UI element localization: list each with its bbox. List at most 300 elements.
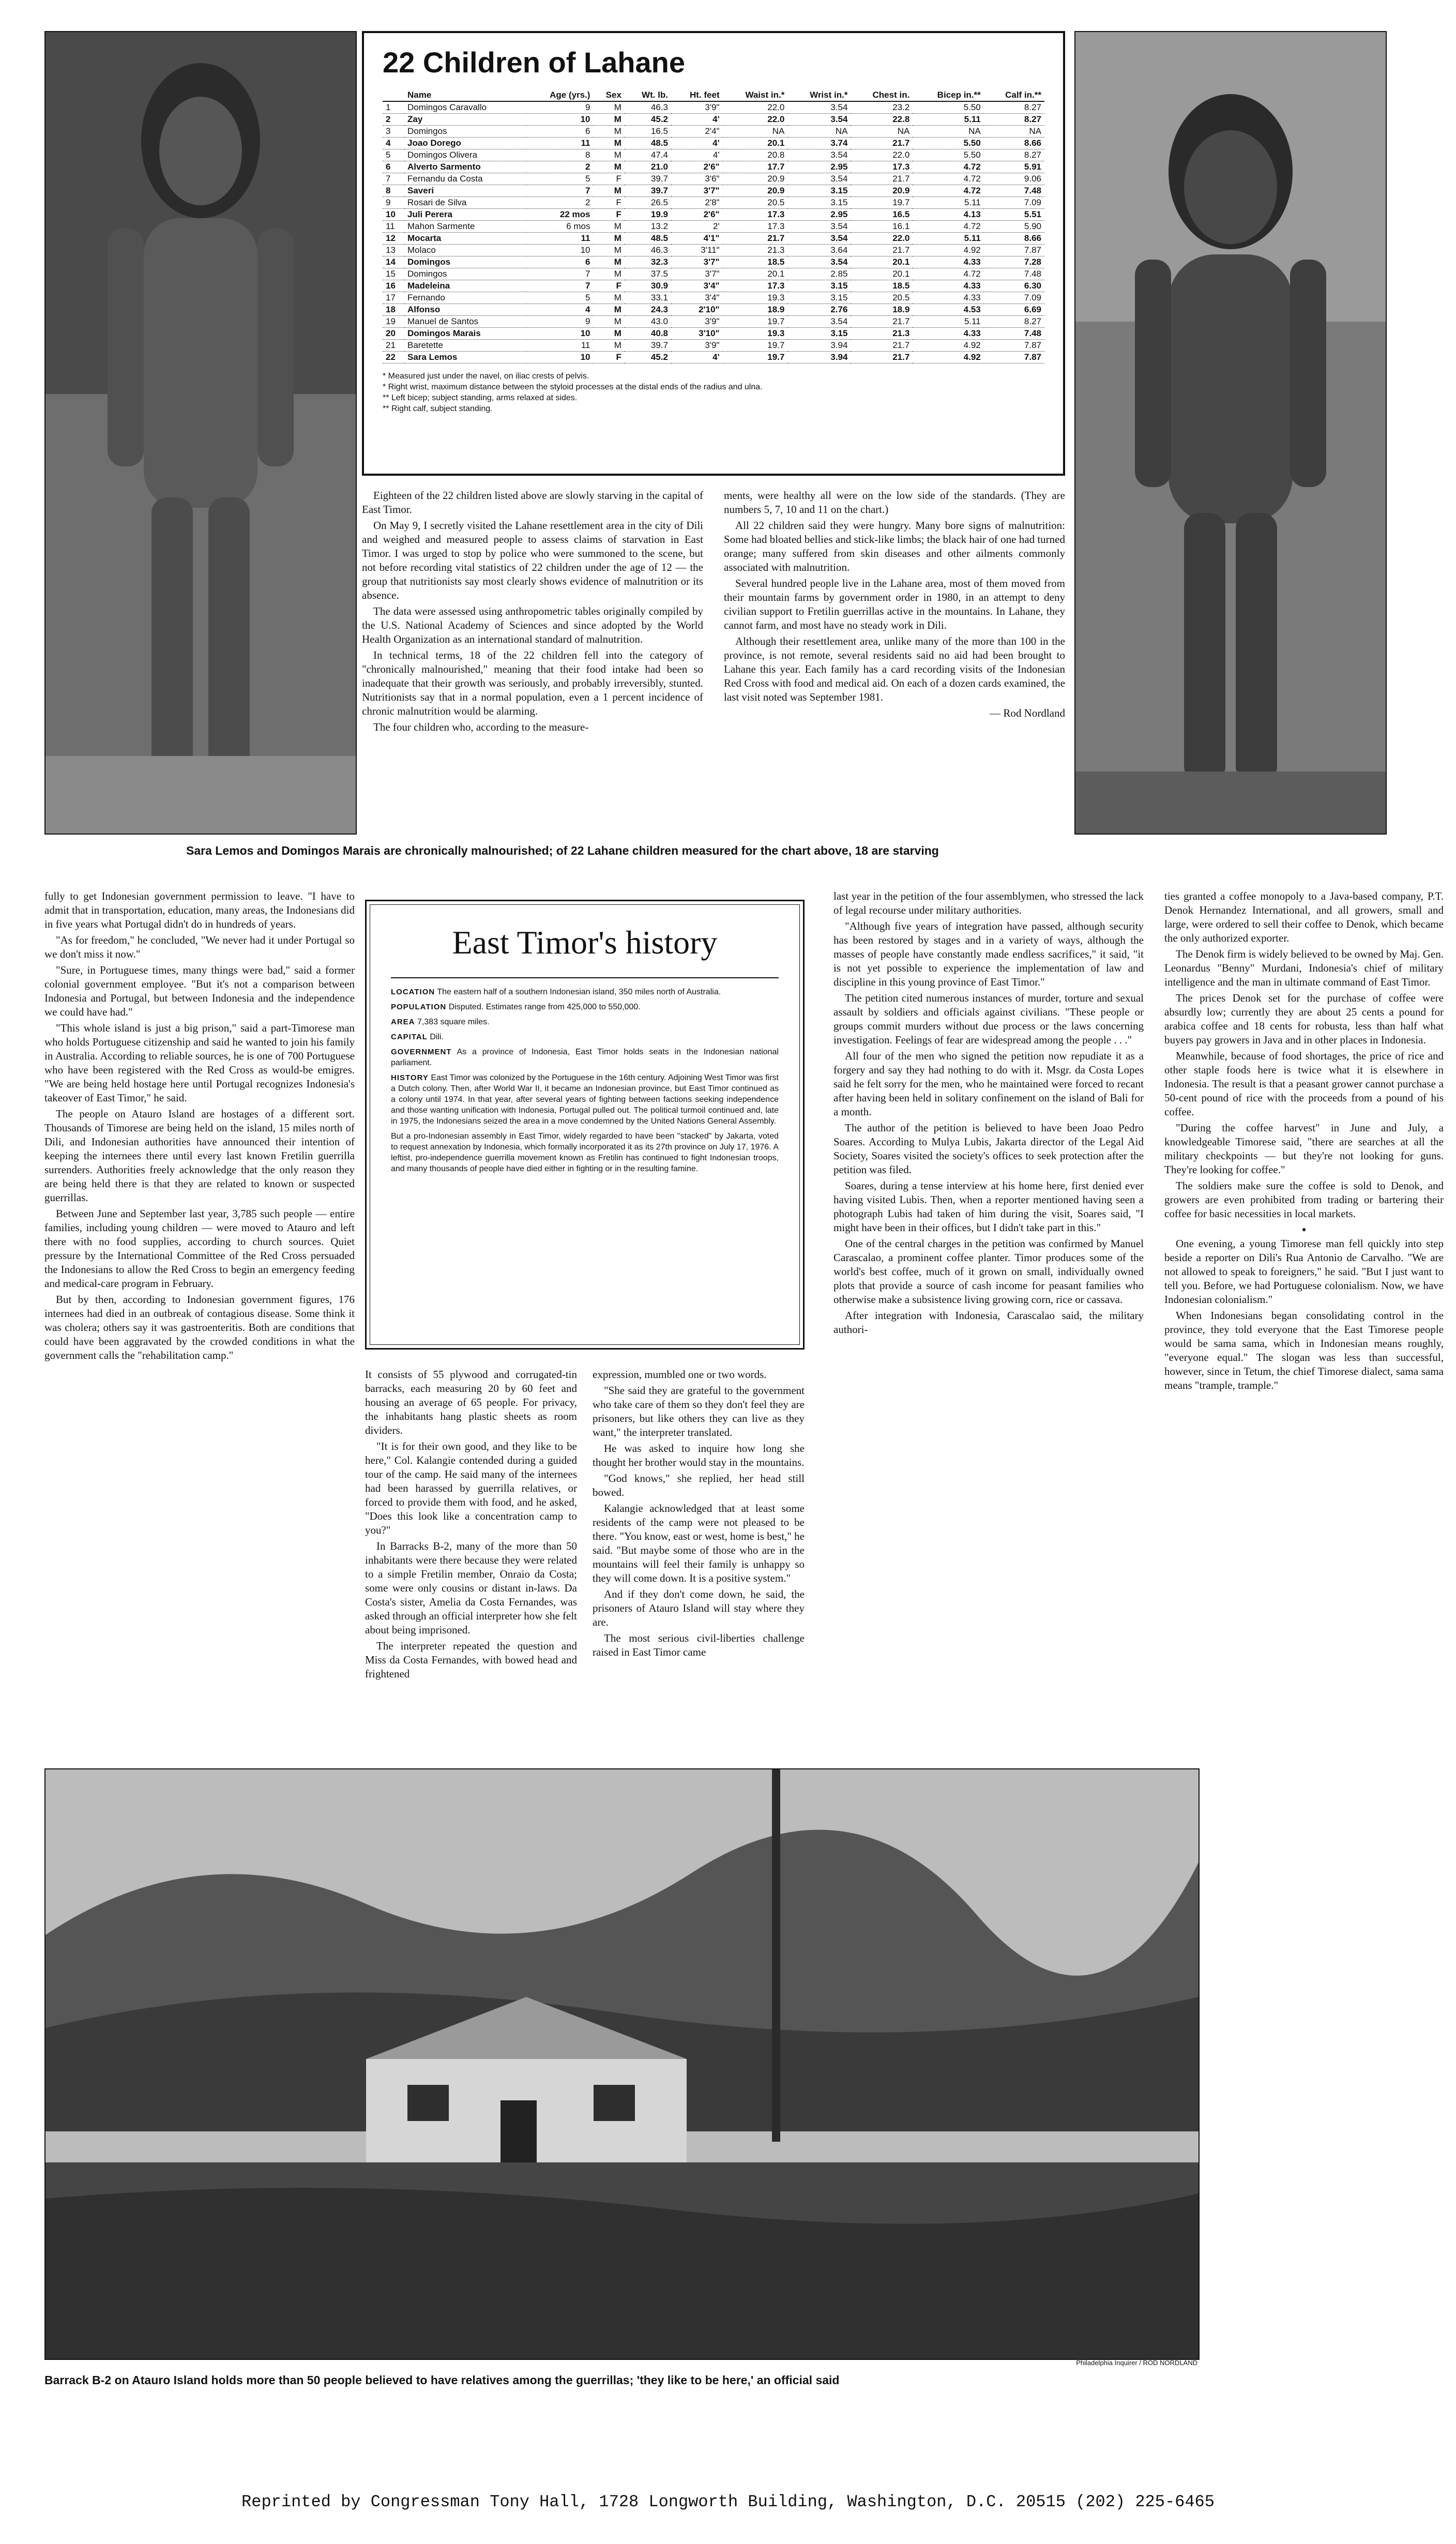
footnote: * Measured just under the navel, on iliac crests of pelvis. xyxy=(383,372,589,381)
table-cell: 7.48 xyxy=(984,185,1044,197)
table-cell: 3.15 xyxy=(787,185,851,197)
table-row xyxy=(383,161,1044,173)
paragraph: "Although five years of integration have passed, although security has been restored by stages and in a variety of ways, although the masses of people have constantly made endless sacrifices," it said, "it is not yet possible to experience the implementation of law and discipline in this young province of East Timor." xyxy=(833,920,1144,988)
east-timor-history-box xyxy=(365,900,805,1350)
table-cell: 7.87 xyxy=(1024,340,1041,350)
table-cell: 17.3 xyxy=(767,221,785,231)
table-cell: 5.50 xyxy=(963,102,981,112)
table-row xyxy=(383,221,1044,233)
table-cell: 16.5 xyxy=(650,126,669,136)
article-column-1 xyxy=(44,889,355,1365)
history-paragraph xyxy=(391,1002,779,1012)
table-cell: 5.90 xyxy=(1024,221,1041,231)
table-cell: M xyxy=(614,269,621,279)
table-cell: 19.9 xyxy=(625,209,671,221)
table-cell: 20.1 xyxy=(723,138,788,149)
table-cell: 30.9 xyxy=(625,280,671,292)
table-cell: M xyxy=(614,340,621,350)
photo-domingos-marais xyxy=(1074,31,1387,835)
paragraph: On May 9, I secretly visited the Lahane resettlement area in the city of Dili and weighed and measured people to assess claims of starvation in East Timor. I was urged to stop by police who were summoned to the scene, but not before recording vital statistics of 22 children under the age of 12 — the group that nutritionists say most clearly shows evidence of malnutrition or its absence. xyxy=(362,519,703,601)
caption-children-photos: Sara Lemos and Domingos Marais are chronically malnourished; of 22 Lahane children measured for the chart above, 18 are starving xyxy=(186,844,939,857)
table-row xyxy=(383,114,1044,126)
table-cell: 3'9" xyxy=(705,340,720,350)
table-cell: M xyxy=(614,126,621,136)
history-label: AREA xyxy=(391,1018,415,1026)
paragraph: "She said they are grateful to the government who take care of them so they don't feel they are prisoners, but like others they can live as they want," the interpreter translated. xyxy=(593,1384,805,1438)
table-cell: 4'1" xyxy=(671,233,723,245)
paragraph: Soares, during a tense interview at his home here, first denied ever having visited Lubis. Then, when a reporter mentioned having seen a photograph Lubis had taken of him during the visit, Soares said, "I might have been in their offices, but I didn't take part in this." xyxy=(833,1179,1144,1234)
table-cell: 5.50 xyxy=(913,138,983,149)
chart-box xyxy=(362,31,1065,476)
table-cell: 3.54 xyxy=(830,221,848,231)
table-cell: 4.72 xyxy=(913,185,983,197)
paragraph: Between June and September last year, 3,785 such people — entire families, including young children — were moved to Atauro and left there with no food supplies, according to church sources. Quiet pressure by the International Committee of the Red Cross persuaded the Indonesians to allow the Red Cross to begin an emergency feeding and medical-care program in February. xyxy=(44,1207,355,1290)
table-cell: 3.15 xyxy=(787,328,851,340)
column-header: Sex xyxy=(593,89,624,101)
table-cell: 18.9 xyxy=(723,304,788,316)
table-cell: 43.0 xyxy=(650,316,669,326)
table-cell: 2 xyxy=(585,198,590,207)
table-cell: 4.92 xyxy=(963,340,981,350)
table-cell: 19.7 xyxy=(767,340,785,350)
paragraph: last year in the petition of the four assemblymen, who stressed the lack of legal recourse under military authorities. xyxy=(833,890,1144,916)
photo-sara-lemos xyxy=(44,31,357,835)
paragraph: The Denok firm is widely believed to be owned by Maj. Gen. Leonardus "Benny" Murdani, Indonesia's chief of military intelligence and the man in ultimate command of East Timor. xyxy=(1164,948,1444,988)
table-cell: 4' xyxy=(671,114,723,126)
table-cell: 3'7" xyxy=(671,256,723,268)
table-cell: 26.5 xyxy=(650,198,669,207)
table-cell: 4.33 xyxy=(963,293,981,302)
paragraph: Several hundred people live in the Lahane area, most of them moved from their mountain farms by government order in 1980, in an attempt to deny civilian support to Fretilin guerrillas active in the mountains. In Lahane, they cannot farm, and most have no steady work in Dili. xyxy=(724,577,1065,631)
history-paragraph xyxy=(391,1072,779,1127)
table-cell: F xyxy=(593,352,624,364)
table-cell: 2'10" xyxy=(671,304,723,316)
history-label: LOCATION xyxy=(391,988,435,996)
table-cell: 3'7" xyxy=(705,269,720,279)
table-cell: 7.28 xyxy=(984,256,1044,268)
column-header xyxy=(383,89,404,101)
table-cell: Domingos Olivera xyxy=(407,150,478,160)
paragraph: The author of the petition is believed to have been Joao Pedro Soares. According to Mulya Lubis, Jakarta director of the Legal Aid Society, Soares visited the society's offices to seek protection after the petition was filed. xyxy=(833,1122,1144,1176)
table-cell: 8.27 xyxy=(984,114,1044,126)
table-cell: 1 xyxy=(386,102,391,112)
table-cell: 47.4 xyxy=(650,150,669,160)
paragraph: He was asked to inquire how long she thought her brother would stay in the mountains. xyxy=(593,1442,805,1468)
paragraph: Eighteen of the 22 children listed above are slowly starving in the capital of East Timor. xyxy=(362,489,703,516)
table-cell: 17.3 xyxy=(851,161,913,173)
table-cell: 14 xyxy=(383,256,404,268)
article-column-3 xyxy=(593,1368,805,1661)
intro-column-1 xyxy=(362,489,703,736)
table-cell: Joao Dorego xyxy=(404,138,526,149)
table-cell: 22.0 xyxy=(767,102,785,112)
table-cell: Fernando xyxy=(407,293,445,302)
table-cell: 6.30 xyxy=(984,280,1044,292)
paragraph: All 22 children said they were hungry. Many bore signs of malnutrition: Some had bloated bellies and stick-like limbs; the black hair of one had turned orange; many suffered from skin diseases and other ailments commonly associated with malnutrition. xyxy=(724,519,1065,573)
table-row xyxy=(383,268,1044,280)
table-cell: M xyxy=(593,304,624,316)
history-divider xyxy=(391,977,779,978)
table-cell: 3.54 xyxy=(787,114,851,126)
table-cell: 20.9 xyxy=(851,185,913,197)
table-cell: 21 xyxy=(386,340,396,350)
table-cell: Domingos Caravallo xyxy=(407,102,487,112)
children-measurements-table xyxy=(383,89,1044,364)
table-cell: 3.64 xyxy=(830,245,848,255)
table-cell: Alfonso xyxy=(404,304,526,316)
history-text: Dili. xyxy=(430,1033,444,1041)
table-cell: 32.3 xyxy=(625,256,671,268)
table-cell: 17.3 xyxy=(723,280,788,292)
table-cell: 3'7" xyxy=(671,185,723,197)
table-cell: 3'9" xyxy=(705,102,720,112)
history-text: The eastern half of a southern Indonesian island, 350 miles north of Australia. xyxy=(437,988,721,996)
table-row xyxy=(383,292,1044,304)
table-cell: 2'6" xyxy=(671,209,723,221)
table-row xyxy=(383,328,1044,340)
table-cell: NA xyxy=(897,126,910,136)
caption-barrack-photo: Barrack B-2 on Atauro Island holds more than 50 people believed to have relatives among the guerrillas; 'they like to be here,' an official said xyxy=(44,2373,840,2387)
table-cell: 2 xyxy=(526,161,593,173)
table-cell: 11 xyxy=(581,340,590,350)
table-cell: 21.7 xyxy=(892,340,910,350)
table-cell: Domingos xyxy=(404,256,526,268)
photo-credit: Philadelphia Inquirer / ROD NORDLAND xyxy=(1076,2359,1197,2367)
chart-title: 22 Children of Lahane xyxy=(383,46,685,79)
table-cell: 46.3 xyxy=(650,245,669,255)
table-cell: 10 xyxy=(526,328,593,340)
paragraph: The petition cited numerous instances of murder, torture and sexual assault by soldiers and officials against civilians. "These people or groups commit murders without due process or the laws concerning investigation. Feelings of fear are widespread among the people . . ." xyxy=(833,992,1144,1046)
history-text: As a province of Indonesia, East Timor holds seats in the Indonesian national parliament. xyxy=(391,1048,779,1067)
table-cell: 5.51 xyxy=(984,209,1044,221)
table-cell: 4.33 xyxy=(913,328,983,340)
history-label: POPULATION xyxy=(391,1003,447,1011)
table-cell: 3.74 xyxy=(787,138,851,149)
table-cell: 17.7 xyxy=(723,161,788,173)
byline: — Rod Nordland xyxy=(990,707,1065,719)
table-cell: 3.54 xyxy=(830,174,848,184)
paragraph: "It is for their own good, and they like to be here," Col. Kalangie contended during a guided tour of the camp. He said many of the internees had been harassed by guerrilla relatives, or forced to provide them with food, and he asked, "Does this look like a concentration camp to you?" xyxy=(365,1440,577,1536)
table-cell: 9 xyxy=(386,198,391,207)
table-cell: M xyxy=(614,102,621,112)
table-cell: Manuel de Santos xyxy=(407,316,479,326)
table-row xyxy=(383,340,1044,352)
table-cell: 39.7 xyxy=(650,174,669,184)
paragraph: The prices Denok set for the purchase of coffee were absurdly low; currently they are about 25 cents a pound for arabica coffee and 18 cents for robusta, less than half what buyers pay growers in Java and in other places in Indonesia. xyxy=(1164,992,1444,1046)
table-cell: 7 xyxy=(526,185,593,197)
paragraph: Kalangie acknowledged that at least some residents of the camp were not pleased to be there. "You know, east or west, home is best," he said. "But maybe some of those who are in the mountains will feel their family is unhappy so they will come down. It is a positive system." xyxy=(593,1502,805,1584)
table-cell: 3.54 xyxy=(787,256,851,268)
history-label: CAPITAL xyxy=(391,1033,428,1041)
table-cell: 20.9 xyxy=(767,174,785,184)
paragraph: And if they don't come down, he said, the prisoners of Atauro Island will stay where they are. xyxy=(593,1588,805,1628)
table-cell: Zay xyxy=(404,114,526,126)
table-cell: 4' xyxy=(671,138,723,149)
paragraph: The data were assessed using anthropometric tables originally compiled by the U.S. National Academy of Sciences and since adopted by the World Health Organization as an international standard of malnutrition. xyxy=(362,605,703,645)
table-cell: M xyxy=(593,233,624,245)
table-cell: Rosari de Silva xyxy=(407,198,467,207)
table-cell: 19.7 xyxy=(767,316,785,326)
table-cell: 4.92 xyxy=(913,352,983,364)
paragraph: When Indonesians began consolidating control in the province, they told everyone that the East Timorese people would be sama sama, which in Indonesian means roughly, "everyone equal." The slogan was less than successful, however, since in Tetum, the chief Timorese dialect, sama sama means "trample, trample." xyxy=(1164,1309,1444,1391)
table-row xyxy=(383,233,1044,245)
table-cell: 6 xyxy=(585,126,590,136)
table-cell: Baretette xyxy=(407,340,443,350)
table-cell: 10 xyxy=(526,352,593,364)
column-header: Calf in.** xyxy=(984,89,1044,101)
table-cell: 5 xyxy=(585,174,590,184)
table-cell: 5 xyxy=(386,150,391,160)
table-cell: M xyxy=(614,316,621,326)
table-cell: 16.1 xyxy=(892,221,910,231)
table-cell: NA xyxy=(835,126,848,136)
table-cell: 11 xyxy=(526,233,593,245)
table-cell: 37.5 xyxy=(650,269,669,279)
table-cell: 18.9 xyxy=(851,304,913,316)
table-cell: Mocarta xyxy=(404,233,526,245)
table-cell: 40.8 xyxy=(625,328,671,340)
section-separator: • xyxy=(1301,1222,1307,1237)
history-text: But a pro-Indonesian assembly in East Timor, widely regarded to have been "stacked" by Jakarta, voted to request annexation by Indonesia, which formally incorporated it as its 27th province on July 17, 1976. A leftist, pro-independence guerrilla movement known as Fretilin has continued to fight Indonesian troops, and many thousands of people have died either in fighting or in the resulting famine. xyxy=(391,1132,779,1173)
history-paragraph xyxy=(391,1017,779,1027)
paragraph: expression, mumbled one or two words. xyxy=(593,1368,767,1381)
table-cell: 3.54 xyxy=(830,316,848,326)
table-cell: 7.87 xyxy=(984,352,1044,364)
table-cell: 45.2 xyxy=(625,352,671,364)
photo-barrack-b2 xyxy=(44,1768,1200,2360)
table-cell: 2'6" xyxy=(671,161,723,173)
paragraph: "This whole island is just a big prison," said a part-Timorese man who holds Portuguese citizenship and said he wanted to join his family in Australia. According to reliable sources, he is one of 700 Portuguese who have been registered with the Red Cross as would-be emigres. "We are being held hostage here until Portugal recognizes Indonesia's takeover of East Timor," he said. xyxy=(44,1022,355,1104)
table-cell: 20.5 xyxy=(892,293,910,302)
table-cell: 19.3 xyxy=(723,328,788,340)
table-cell: 19.7 xyxy=(723,352,788,364)
table-cell: 3'10" xyxy=(671,328,723,340)
table-cell: 3'4" xyxy=(671,280,723,292)
paragraph: ments, were healthy all were on the low side of the standards. (They are numbers 5, 7, 10 and 11 on the chart.) xyxy=(724,489,1065,516)
table-row xyxy=(383,101,1044,114)
table-cell: 8.66 xyxy=(984,138,1044,149)
table-cell: 2 xyxy=(383,114,404,126)
table-cell: 4 xyxy=(383,138,404,149)
reprint-footer: Reprinted by Congressman Tony Hall, 1728 Longworth Building, Washington, D.C. 20515 (202) 225-6465 xyxy=(241,2492,1215,2511)
history-paragraph xyxy=(391,1131,779,1174)
table-cell: 8.27 xyxy=(1024,150,1041,160)
paragraph: "God knows," she replied, her head still bowed. xyxy=(593,1472,805,1498)
table-cell: 10 xyxy=(526,114,593,126)
table-cell: 22.8 xyxy=(851,114,913,126)
table-cell: M xyxy=(593,256,624,268)
paragraph: Meanwhile, because of food shortages, the price of rice and other staple foods here is twice what it is elsewhere in Indonesia. The result is that a peasant grower cannot purchase a 50-cent pound of rice with the proceeds from a pound of his coffee. xyxy=(1164,1050,1444,1118)
table-cell: 5.11 xyxy=(913,114,983,126)
table-cell: 21.7 xyxy=(851,138,913,149)
table-cell: 18.5 xyxy=(851,280,913,292)
table-cell: Domingos Marais xyxy=(404,328,526,340)
table-cell: 3'6" xyxy=(705,174,720,184)
table-cell: 39.7 xyxy=(650,340,669,350)
table-cell: Madeleina xyxy=(404,280,526,292)
table-cell: 21.7 xyxy=(892,245,910,255)
table-cell: Fernandu da Costa xyxy=(407,174,483,184)
table-cell: Mahon Sarmente xyxy=(407,221,475,231)
intro-column-2 xyxy=(724,489,1065,720)
table-cell: 7.48 xyxy=(1024,269,1041,279)
table-cell: 20 xyxy=(383,328,404,340)
table-cell: 9 xyxy=(585,102,590,112)
table-cell: 3'11" xyxy=(701,245,720,255)
table-cell: Saveri xyxy=(404,185,526,197)
table-cell: 45.2 xyxy=(625,114,671,126)
paragraph: "As for freedom," he concluded, "We never had it under Portugal so we don't miss it now." xyxy=(44,934,355,960)
table-cell: NA xyxy=(968,126,981,136)
table-cell: 4.92 xyxy=(963,245,981,255)
history-paragraph xyxy=(391,987,779,997)
paragraph: All four of the men who signed the petition now repudiate it as a forgery and say they had nothing to do with it. Msgr. da Costa Lopes said he felt sorry for the men, who he maintained were forced to recant after having been held in solitary confinement on the island of Bali for a month. xyxy=(833,1050,1144,1118)
table-cell: 8 xyxy=(585,150,590,160)
table-cell: 19.7 xyxy=(892,198,910,207)
table-cell: 4 xyxy=(526,304,593,316)
table-cell: 18.5 xyxy=(723,256,788,268)
paragraph: "Sure, in Portuguese times, many things were bad," said a former colonial government employee. "But it's not a comparison between Indonesia and Portugal, but between Indonesia and the independence we could have had." xyxy=(44,964,355,1018)
chart-footnotes xyxy=(383,371,1044,414)
paragraph: In technical terms, 18 of the 22 children fell into the category of "chronically malnourished," meaning that their food intake had been so inadequate that their growth was seriously, and probably irreversibly, stunted. Nutritionists say that in a normal population, even a 1 percent incidence of chronic malnutrition would be alarming. xyxy=(362,649,703,717)
table-cell: 18 xyxy=(383,304,404,316)
table-cell: 5.91 xyxy=(984,161,1044,173)
table-cell: M xyxy=(614,221,621,231)
table-cell: 2.76 xyxy=(787,304,851,316)
paragraph: One evening, a young Timorese man fell quickly into step beside a reporter on Dili's Rua Antonio de Carvalho. "We are not allowed to speak to foreigners," he said. "But I just want to tell you. Before, we had Portuguese colonialism. Now, we have Indonesian colonialism." xyxy=(1164,1237,1444,1306)
table-cell: M xyxy=(593,138,624,149)
table-cell: 11 xyxy=(526,138,593,149)
table-row xyxy=(383,304,1044,316)
table-cell: 21.3 xyxy=(851,328,913,340)
history-label: GOVERNMENT xyxy=(391,1048,452,1056)
paragraph: After integration with Indonesia, Carascalao said, the military authori- xyxy=(833,1309,1144,1336)
table-cell: 22.0 xyxy=(723,114,788,126)
table-row xyxy=(383,185,1044,197)
paragraph: The four children who, according to the measure- xyxy=(373,721,589,733)
table-cell: 6.69 xyxy=(984,304,1044,316)
table-cell: 20.8 xyxy=(767,150,785,160)
table-cell: NA xyxy=(1029,126,1041,136)
table-cell: 5.11 xyxy=(964,198,981,207)
table-cell: 21.3 xyxy=(767,245,785,255)
table-cell: F xyxy=(616,198,621,207)
table-cell: 13 xyxy=(386,245,396,255)
history-title: East Timor's history xyxy=(452,924,718,961)
table-cell: 22 xyxy=(383,352,404,364)
table-cell: 4.72 xyxy=(963,221,981,231)
history-text: Disputed. Estimates range from 425,000 to 550,000. xyxy=(448,1003,641,1011)
table-row xyxy=(383,352,1044,364)
table-cell: 4.72 xyxy=(913,161,983,173)
column-header: Bicep in.** xyxy=(913,89,983,101)
paragraph: "During the coffee harvest" in June and July, a knowledgeable Timorese said, "there are searches at all the military checkpoints — but they're not looking for guns. They're looking for coffee." xyxy=(1164,1122,1444,1176)
table-cell: 12 xyxy=(383,233,404,245)
table-cell: 24.3 xyxy=(625,304,671,316)
table-cell: Molaco xyxy=(407,245,436,255)
table-cell: 10 xyxy=(580,245,590,255)
paragraph: The people on Atauro Island are hostages of a different sort. Thousands of Timorese are being held on the island, 15 miles north of Dili, and Indonesian authorities have announced their intention of keeping the internees there until every last known Fretilin guerrilla surrenders. Authorities freely acknowledge that the only reason they are being held there is that they are related to known or suspected guerrillas. xyxy=(44,1108,355,1204)
table-cell: 8.66 xyxy=(984,233,1044,245)
table-cell: 6 xyxy=(526,256,593,268)
table-cell: 22.0 xyxy=(851,233,913,245)
table-cell: 7.09 xyxy=(1024,198,1041,207)
table-row xyxy=(383,197,1044,209)
article-column-2 xyxy=(365,1368,577,1683)
table-cell: 3 xyxy=(386,126,391,136)
column-header: Age (yrs.) xyxy=(526,89,593,101)
table-cell: 10 xyxy=(383,209,404,221)
table-cell: 20.5 xyxy=(767,198,785,207)
table-cell: 4.33 xyxy=(913,256,983,268)
table-cell: 21.7 xyxy=(892,174,910,184)
table-cell: 46.3 xyxy=(650,102,669,112)
table-cell: 7.09 xyxy=(1024,293,1041,302)
paragraph: The soldiers make sure the coffee is sold to Denok, and growers are even prohibited from trading or bartering their coffee for basic necessities in local markets. xyxy=(1164,1179,1444,1220)
table-cell: Alverto Sarmento xyxy=(404,161,526,173)
table-cell: 4.53 xyxy=(913,304,983,316)
article-column-5 xyxy=(1164,889,1444,1395)
table-cell: 3.54 xyxy=(830,102,848,112)
table-cell: 22 mos xyxy=(526,209,593,221)
paragraph: The interpreter repeated the question and Miss da Costa Fernandes, with bowed head and frightened xyxy=(365,1640,577,1680)
table-cell: 3.15 xyxy=(830,293,848,302)
table-cell: 7 xyxy=(585,269,590,279)
table-cell: 6 mos xyxy=(566,221,590,231)
column-header: Name xyxy=(404,89,526,101)
table-cell: 4' xyxy=(712,150,720,160)
table-cell: 20.1 xyxy=(851,256,913,268)
paragraph: fully to get Indonesian government permission to leave. "I have to admit that in transportation, education, many areas, the Indonesians did in five years what Portugal didn't do in hundreds of years. xyxy=(44,890,355,930)
table-cell: 48.5 xyxy=(625,233,671,245)
footnote: ** Left bicep; subject standing, arms relaxed at sides. xyxy=(383,393,578,402)
table-cell: NA xyxy=(772,126,785,136)
history-text: 7,383 square miles. xyxy=(417,1018,490,1026)
history-paragraph xyxy=(391,1032,779,1042)
table-cell: 7.48 xyxy=(984,328,1044,340)
table-row xyxy=(383,245,1044,256)
table-cell: M xyxy=(614,293,621,302)
table-cell: 4.72 xyxy=(963,269,981,279)
table-cell: 23.2 xyxy=(892,102,910,112)
table-cell: 3.54 xyxy=(787,233,851,245)
table-cell: 21.7 xyxy=(723,233,788,245)
column-header: Wrist in.* xyxy=(787,89,851,101)
column-header: Waist in.* xyxy=(723,89,788,101)
table-cell: M xyxy=(614,150,621,160)
table-cell: 17.3 xyxy=(723,209,788,221)
paragraph: ties granted a coffee monopoly to a Java-based company, P.T. Denok Hernandez International, and all growers, small and large, were ordered to sell their coffee to Denok, which became the only authorized exporter. xyxy=(1164,890,1444,944)
table-cell: 21.0 xyxy=(625,161,671,173)
paragraph: It consists of 55 plywood and corrugated-tin barracks, each measuring 20 by 60 feet and housing an average of 65 people. For privacy, the inhabitants hang plastic sheets as room dividers. xyxy=(365,1368,577,1436)
table-cell: 2'8" xyxy=(705,198,720,207)
table-cell: 21.7 xyxy=(851,352,913,364)
table-cell: 4' xyxy=(671,352,723,364)
table-cell: 4.72 xyxy=(963,174,981,184)
table-cell: 2' xyxy=(712,221,720,231)
table-row xyxy=(383,256,1044,268)
table-cell: 4.13 xyxy=(913,209,983,221)
table-cell: 7 xyxy=(386,174,391,184)
table-cell: 8.27 xyxy=(1024,316,1041,326)
table-cell: M xyxy=(593,185,624,197)
table-row xyxy=(383,173,1044,185)
paragraph: The most serious civil-liberties challenge raised in East Timor came xyxy=(593,1632,805,1658)
table-cell: M xyxy=(593,328,624,340)
table-cell: 15 xyxy=(386,269,396,279)
paragraph: But by then, according to Indonesian government figures, 176 internees had died in an outbreak of contagious disease. Some think it was cholera; others say it was gastroenteritis. Both are conditions that could have been aggravated by the crowded conditions in what the government calls the "rehabilitation camp." xyxy=(44,1293,355,1361)
table-cell: 9.06 xyxy=(1024,174,1041,184)
